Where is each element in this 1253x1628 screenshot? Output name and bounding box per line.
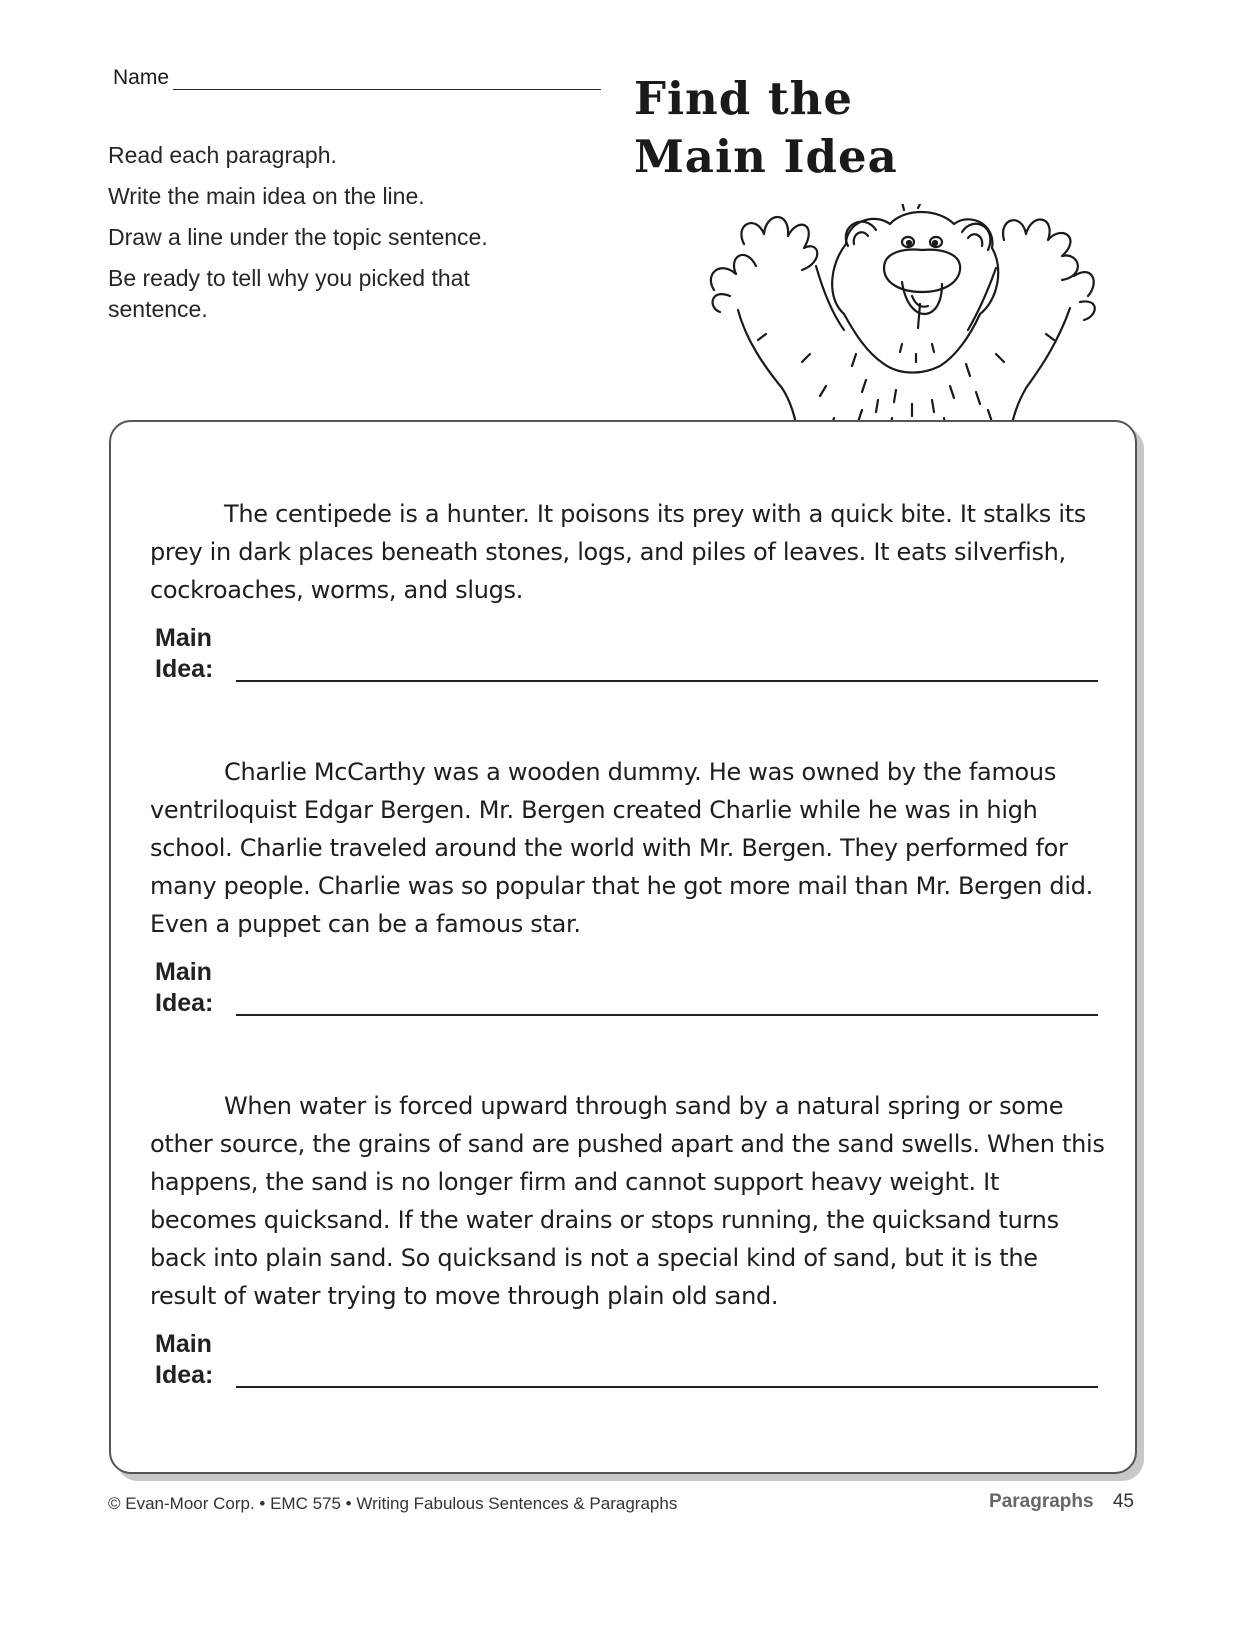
passage-text: When water is forced upward through sand by a natural spring or some other source, the grains of sand are pushed apart and the sand swells. When this happens, the sand is no longer firm and cannot support heavy weight. It becomes quicksand. If the water drains or stops running, the quicksand turns back into plain sand. So quicksand is not a special kind of sand, but it is the result of water trying to move through plain old sand. [150, 1092, 1105, 1310]
main-idea-row [150, 1329, 1110, 1391]
main-idea-row [150, 623, 1110, 685]
main-idea-label-line-1: Main [155, 958, 212, 986]
main-idea-label [155, 1329, 213, 1391]
main-idea-label-line-1: Main [155, 624, 212, 652]
main-idea-label [155, 623, 213, 685]
name-label: Name [113, 66, 170, 89]
exercise-2 [150, 753, 1110, 1019]
exercise-3 [150, 1087, 1110, 1391]
title-line-1: Find the [634, 72, 854, 125]
main-idea-label-line-2: Idea: [155, 655, 214, 683]
name-field-row [113, 66, 601, 90]
page-number: 45 [1112, 1491, 1134, 1512]
bear-mascot-icon [706, 204, 1102, 440]
main-idea-answer-line[interactable] [236, 1014, 1098, 1016]
title-line-2: Main Idea [634, 130, 898, 183]
main-idea-row [150, 957, 1110, 1019]
exercise-1 [150, 495, 1110, 685]
main-idea-label-line-2: Idea: [155, 1361, 214, 1389]
passage-text: The centipede is a hunter. It poisons its prey with a quick bite. It stalks its prey in dark places beneath stones, logs, and piles of leaves. It eats silverfish, cockroaches, worms, and slugs. [150, 500, 1087, 604]
instruction-item: Read each paragraph. [108, 142, 337, 168]
name-line[interactable] [173, 69, 601, 90]
main-idea-label [155, 957, 213, 1019]
main-idea-label-line-2: Idea: [155, 989, 214, 1017]
instruction-item: Write the main idea on the line. [108, 183, 425, 209]
instruction-item: Be ready to tell why you picked that sentence. [108, 265, 470, 322]
instruction-item: Draw a line under the topic sentence. [108, 224, 488, 250]
passage-text: Charlie McCarthy was a wooden dummy. He was owned by the famous ventriloquist Edgar Bergen. Mr. Bergen created Charlie while he was in high school. Charlie traveled around the world with Mr. Bergen. They performed for many people. Charlie was so popular that he got more mail than Mr. Bergen did. Even a puppet can be a famous star. [150, 758, 1093, 938]
footer-copyright: © Evan-Moor Corp. • EMC 575 • Writing Fabulous Sentences & Paragraphs [108, 1494, 678, 1513]
footer-section: Paragraphs [989, 1491, 1094, 1512]
main-idea-answer-line[interactable] [236, 680, 1098, 682]
main-idea-label-line-1: Main [155, 1330, 212, 1358]
page-title [634, 70, 994, 186]
instructions-list [108, 140, 548, 335]
footer-page-info [989, 1491, 1134, 1513]
main-idea-answer-line[interactable] [236, 1386, 1098, 1388]
